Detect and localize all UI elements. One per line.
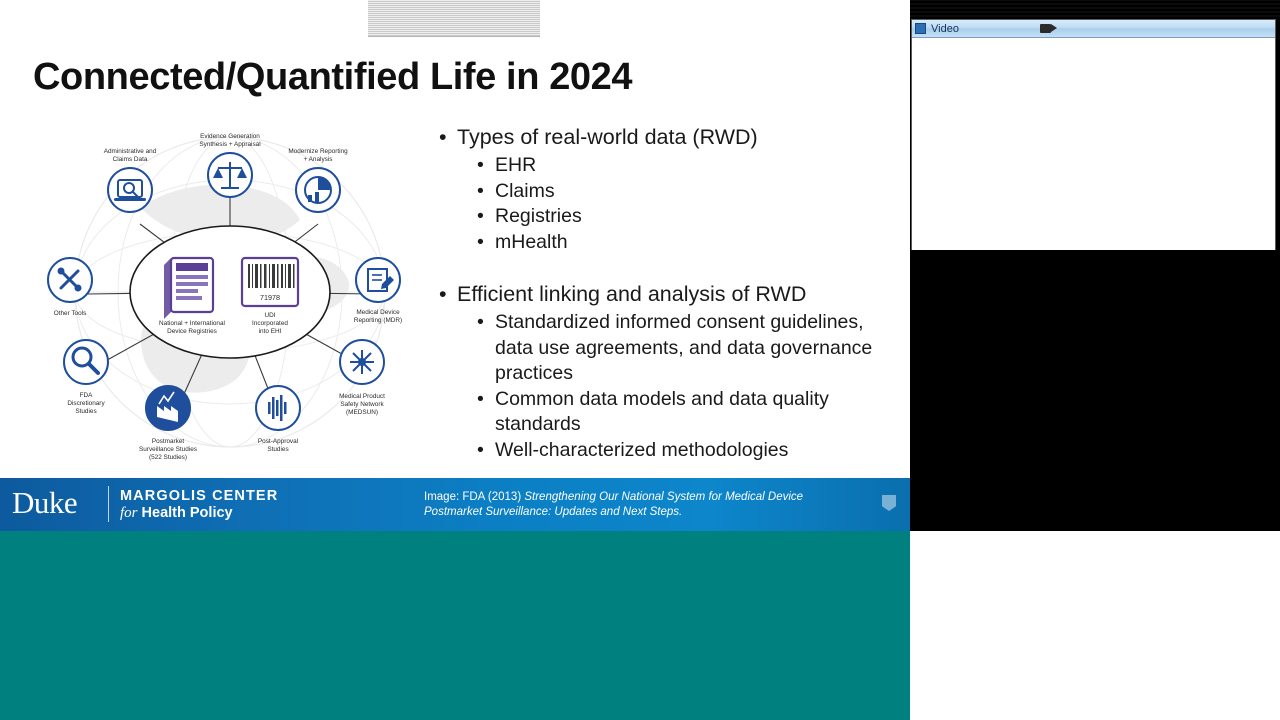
video-window-content[interactable] [912, 38, 1275, 250]
svg-text:FDA: FDA [79, 392, 93, 399]
svg-text:(MEDSUN): (MEDSUN) [346, 409, 378, 416]
node-other-tools [48, 258, 92, 317]
bullet-level2: • Standardized informed consent guidelines, data use agreements, and data governance practices [437, 310, 892, 387]
margolis-center-label: MARGOLIS CENTER [120, 488, 279, 504]
udi-barcode-icon [242, 258, 298, 306]
right-lower-white-area [910, 531, 1280, 720]
for-word: for [120, 505, 138, 521]
svg-text:Studies: Studies [267, 446, 289, 453]
barcode-digits: 71978 [260, 293, 280, 302]
svg-text:Post-Approval: Post-Approval [257, 438, 299, 445]
svg-text:Medical Device: Medical Device [356, 309, 400, 316]
slide-footer-bar [0, 478, 910, 531]
node-administrative-claims [104, 148, 157, 212]
image-credit [424, 490, 854, 520]
node-medical-product-safety-network [339, 340, 385, 416]
camera-icon [1040, 23, 1058, 33]
svg-text:Medical Product: Medical Product [339, 393, 385, 400]
health-policy-label [120, 505, 233, 522]
video-window-icon [915, 23, 926, 34]
device-registries-icon [164, 258, 213, 319]
svg-text:Device Registries: Device Registries [167, 328, 217, 335]
video-window-titlebar[interactable] [912, 20, 1275, 38]
svg-text:Incorporated: Incorporated [252, 320, 288, 327]
svg-text:Reporting (MDR): Reporting (MDR) [353, 317, 403, 324]
svg-text:Administrative and: Administrative and [103, 148, 157, 155]
svg-text:Other Tools: Other Tools [53, 310, 87, 317]
page-title: Connected/Quantified Life in 2024 [33, 56, 633, 98]
node-medical-device-reporting [354, 258, 402, 324]
health-policy-word: Health Policy [141, 505, 233, 521]
slide-bullet-list [437, 124, 892, 463]
duke-shield-icon [882, 495, 896, 511]
video-window-title: Video [931, 22, 959, 35]
svg-text:National + International: National + International [159, 320, 225, 327]
svg-text:(522 Studies): (522 Studies) [148, 454, 188, 461]
bullet-level2: • Common data models and data quality standards [437, 387, 892, 438]
svg-text:Safety Network: Safety Network [340, 401, 384, 408]
svg-text:Studies: Studies [75, 408, 97, 415]
svg-text:Surveillance Studies: Surveillance Studies [139, 446, 197, 453]
svg-text:Synthesis + Appraisal: Synthesis + Appraisal [199, 141, 261, 148]
bullet-level2: • Registries [437, 204, 892, 230]
svg-text:Discretionary: Discretionary [67, 400, 105, 407]
svg-text:into EHI: into EHI [258, 328, 282, 335]
bullet-level2: • EHR [437, 153, 892, 179]
credit-title-line2: Postmarket Surveillance: Updates and Next Steps. [424, 506, 683, 518]
duke-logo-wordmark: Duke [12, 485, 78, 520]
svg-text:UDI: UDI [264, 312, 276, 319]
svg-text:Postmarket: Postmarket [151, 438, 185, 445]
right-top-scanlines [910, 0, 1280, 19]
slide-top-strip [368, 0, 540, 37]
svg-text:+ Analysis: + Analysis [303, 156, 333, 163]
credit-title-line1: Strengthening Our National System for Medical Device [524, 491, 804, 503]
footer-divider [108, 486, 109, 522]
credit-prefix: Image: FDA (2013) [424, 491, 525, 503]
node-modernize-reporting [288, 148, 348, 212]
bullet-spacer [437, 255, 892, 281]
node-fda-discretionary-studies [64, 340, 108, 415]
fda-postmarket-surveillance-diagram [30, 112, 430, 462]
svg-text:Evidence Generation: Evidence Generation [200, 133, 260, 140]
bullet-level2: • Well-characterized methodologies [437, 438, 892, 464]
bullet-level2: • Claims [437, 179, 892, 205]
svg-text:Modernize Reporting: Modernize Reporting [288, 148, 348, 155]
node-post-approval-studies [256, 386, 300, 453]
teal-panel [0, 531, 910, 720]
bullet-level1: • Efficient linking and analysis of RWD [437, 281, 892, 308]
video-window[interactable] [911, 19, 1276, 250]
bullet-level2: • mHealth [437, 230, 892, 256]
bullet-level1: • Types of real-world data (RWD) [437, 124, 892, 151]
svg-text:Claims Data: Claims Data [112, 156, 148, 163]
